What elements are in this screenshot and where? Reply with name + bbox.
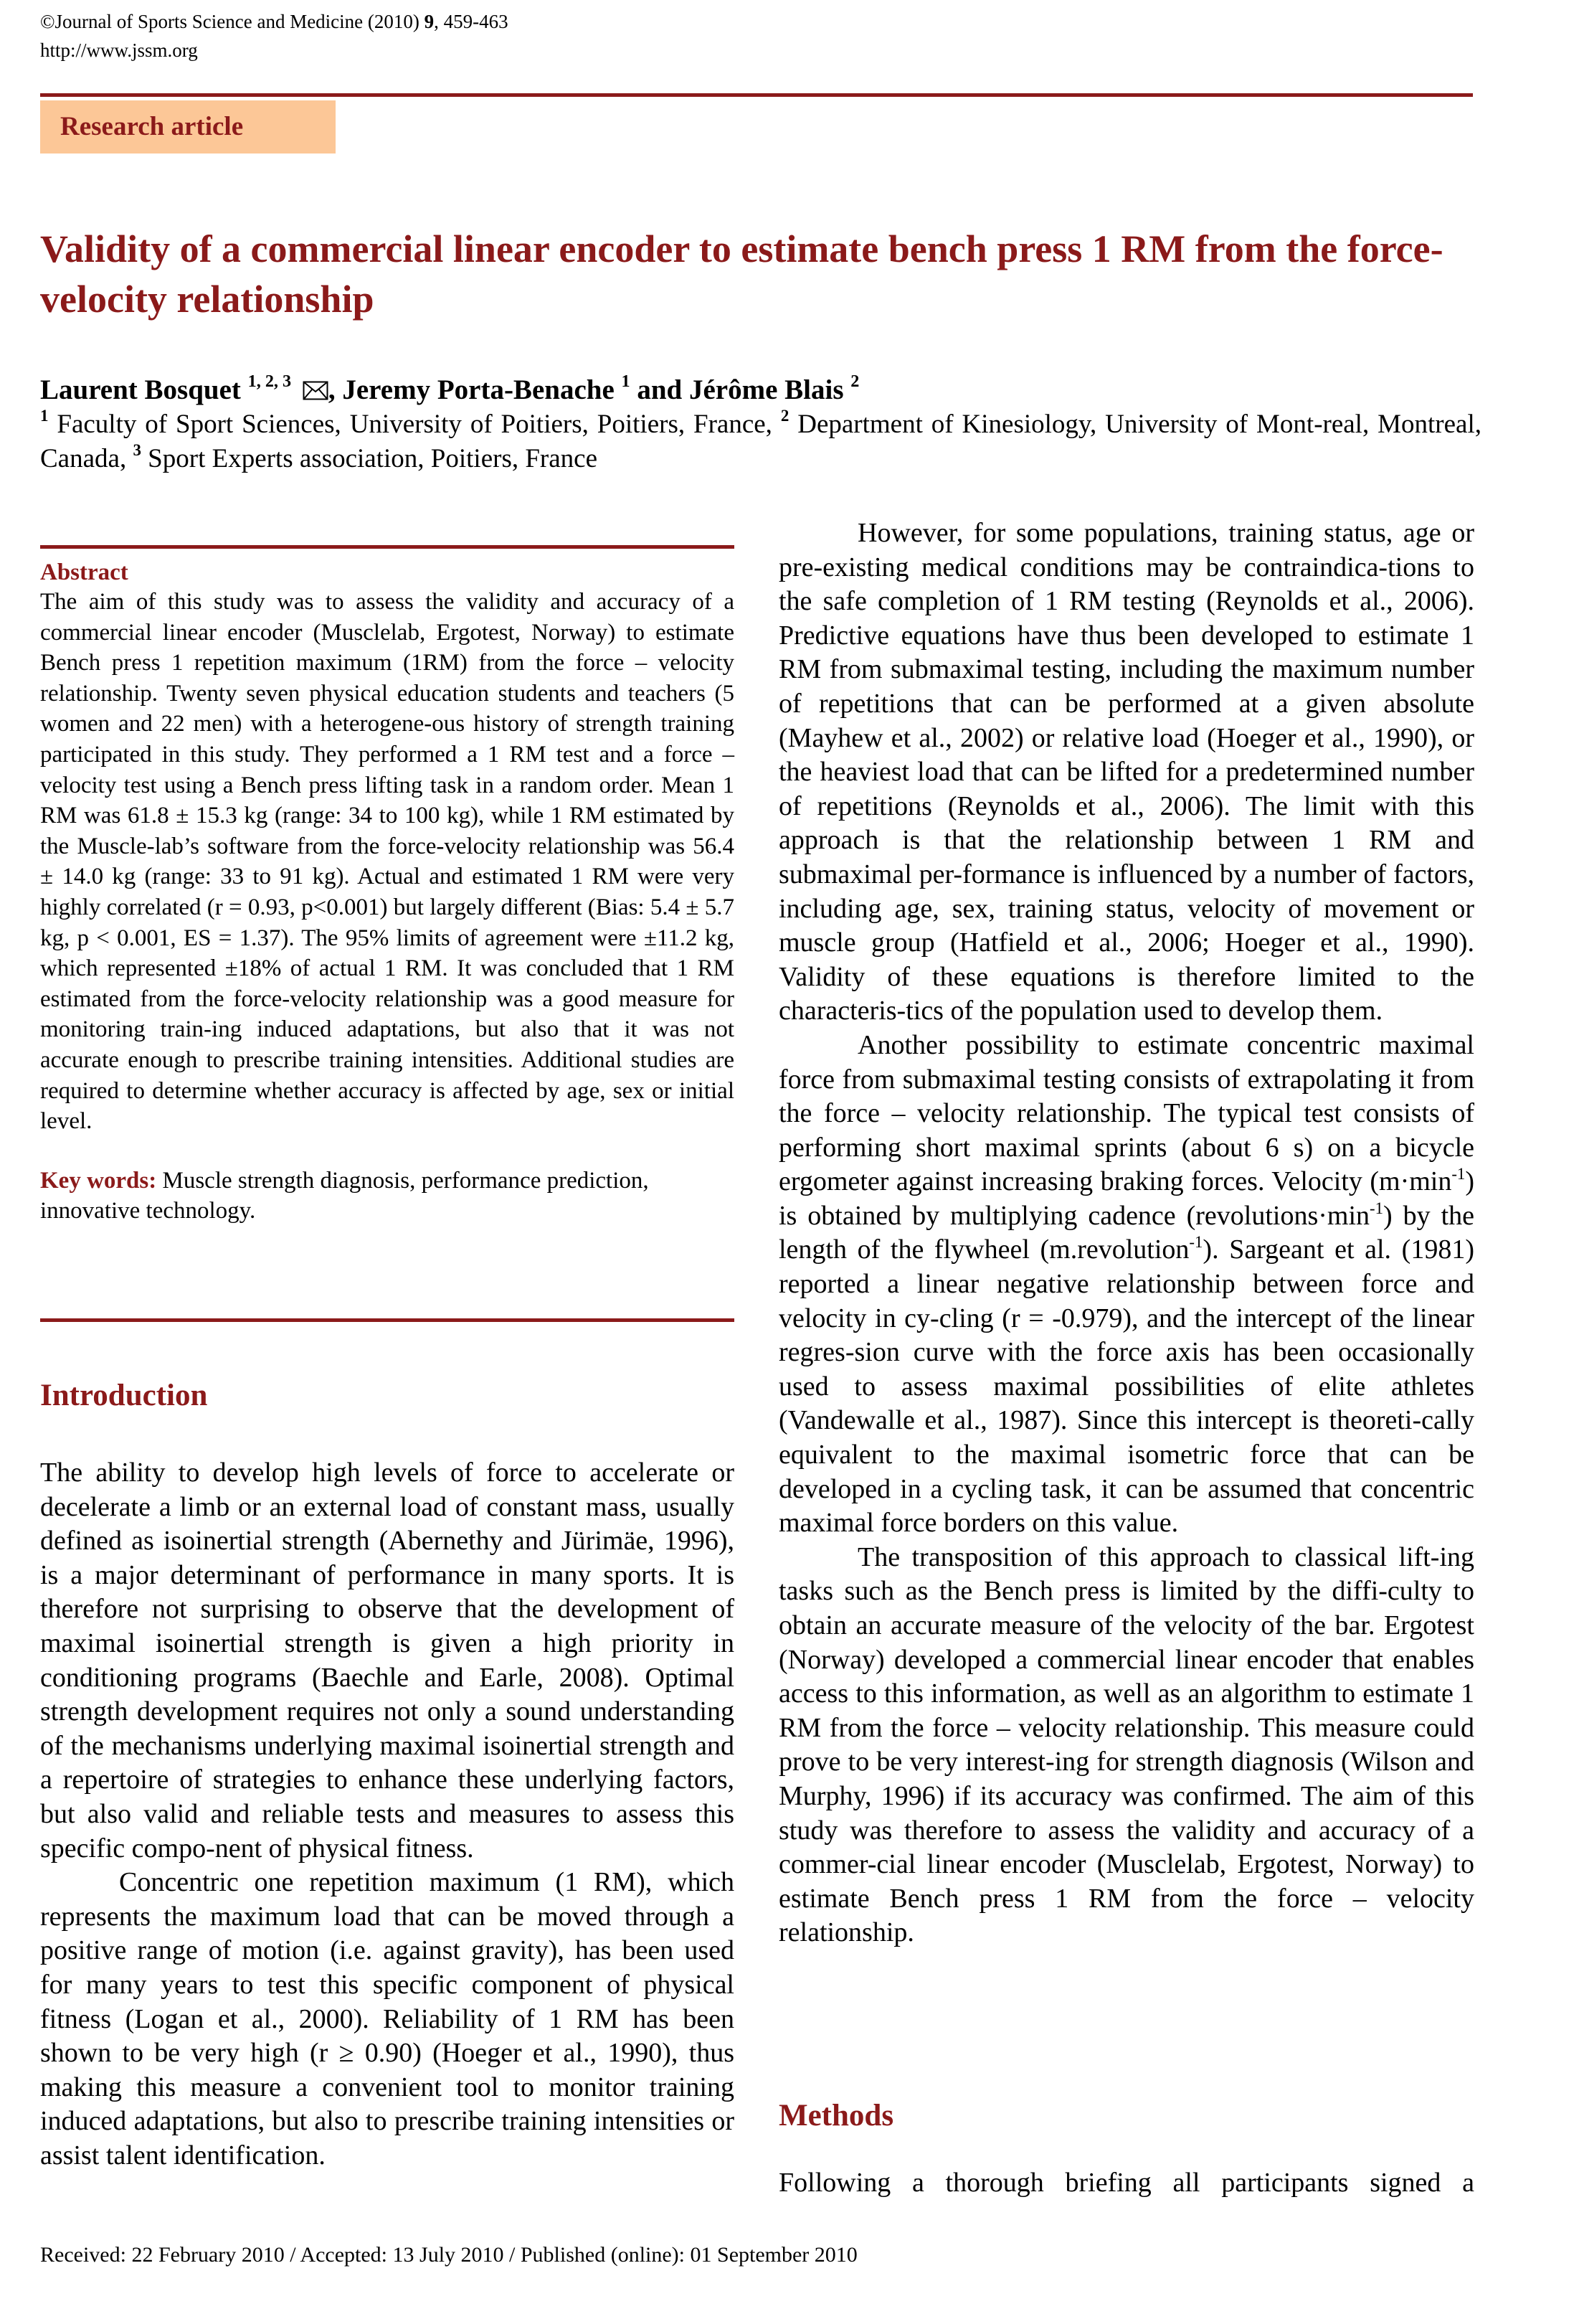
paragraph: Another possibility to estimate concentric maximal force from submaximal testing consists of extrapolating it from the force – velocity relationship. The typical test consists of performing short maximal sprints (about 6 s) on a bicycle ergometer against increasing braking forces. Velocity $(m\cdot\min^{-1})$ is obtained by multiplying cadence $(revolutions\cdot\min^{-1})$ by the length of the flywheel (m.revolution$^{-1}$). Sargeant et al. (1981) reported a linear negative relationship between force and velocity in cy-cling (r = -0.979), and the intercept of the linear regres-sion curve with the force axis has been occasionally used to assess maximal possibilities of elite athletes (Vandewalle et al., 1987). Since this intercept is theoreti-cally equivalent to the maximal isometric force that can be developed in a cycling task, it can be assumed that concentric maximal force borders on this value. <box>779 1029 1475 1539</box>
paragraph: Concentric one repetition maximum (1 RM), which represents the maximum load that can be moved through a positive range of motion (i.e. against gravity), has been used for many years to test this specific component of physical fitness (Logan et al., 2000). Reliability of 1 RM has been shown to be very high (r ≥ 0.90) (Hoeger et al., 1990), thus making this measure a convenient tool to monitor training induced adaptations, but also to prescribe training intensities or assist talent identification. <box>40 1867 734 2171</box>
journal-url[interactable]: http://www.jssm.org <box>40 39 198 61</box>
affiliations: $^1$ Faculty of Sport Sciences, University of Poitiers, Poitiers, France, $^2$ Department of Kinesiology, University of Mont-real, Montreal, Canada, $^3$ Sport Experts association, Poitiers, France <box>40 406 1481 473</box>
header-divider <box>40 93 1473 97</box>
author-list: Laurent Bosquet $^{1, 2, 3}$ , Jeremy Porta-Benache $^1$ and Jérôme Blais $^2$ <box>40 372 860 405</box>
publication-dates: Received: 22 February 2010 / Accepted: 13 July 2010 / Published (online): 01 September 2010 <box>40 2243 858 2267</box>
methods-text <box>779 2166 1474 2201</box>
article-title: Validity of a commercial linear encoder to estimate bench press 1 RM from the force-velocity relationship <box>40 227 1443 321</box>
abstract-section <box>40 558 734 1227</box>
introduction-left-text <box>40 1456 734 2173</box>
abstract-bottom-rule <box>40 1318 734 1322</box>
paragraph: The transposition of this approach to classical lift-ing tasks such as the Bench press is limited by the diffi-culty to obtain an accurate measure of the velocity of the bar. Ergotest (Norway) developed a commercial linear encoder that enables access to this information, as well as an algorithm to estimate 1 RM from the force – velocity relationship. This measure could prove to be very interest-ing for strength diagnosis (Wilson and Murphy, 1996) if its accuracy was confirmed. The aim of this study was therefore to assess the validity and accuracy of a commer-cial linear encoder (Musclelab, Ergotest, Norway) to estimate Bench press 1 RM from the force – velocity relationship. <box>779 1541 1474 1948</box>
paragraph: Following a thorough briefing all participants signed a <box>779 2168 1474 2198</box>
abstract-heading: Abstract <box>40 559 128 585</box>
journal-citation: ©Journal of Sports Science and Medicine (2010) 9, 459-463 <box>40 11 508 32</box>
paragraph: However, for some populations, training status, age or pre-existing medical conditions may be contraindica-tions to the safe completion of 1 RM testing (Reynolds et al., 2006). Predictive equations have thus been developed to estimate 1 RM from submaximal testing, including the maximum number of repetitions that can be performed at a given absolute (Mayhew et al., 2002) or relative load (Hoeger et al., 1990), or the heaviest load that can be lifted for a predetermined number of repetitions (Reynolds et al., 2006). The limit with this approach is that the relationship between 1 RM and submaximal per-formance is influenced by a number of factors, including age, sex, training status, velocity of movement or muscle group (Hatfield et al., 2006; Hoeger et al., 1990). Validity of these equations is therefore limited to the characteris-tics of the population used to develop them. <box>779 518 1474 1026</box>
introduction-right-text <box>779 516 1474 1950</box>
keywords: Key words: Muscle strength diagnosis, performance prediction, innovative technology. <box>40 1167 649 1224</box>
methods-heading: Methods <box>779 2099 894 2132</box>
abstract-body: The aim of this study was to assess the validity and accuracy of a commercial linear encoder (Musclelab, Ergotest, Norway) to estimate Bench press 1 repetition maximum (1RM) from the force – velocity relationship. Twenty seven physical education students and teachers (5 women and 22 men) with a heterogene-ous history of strength training participated in this study. They performed a 1 RM test and a force – velocity test using a Bench press lifting task in a random order. Mean 1 RM was 61.8 ± 15.3 kg (range: 34 to 100 kg), while 1 RM estimated by the Muscle-lab’s software from the force-velocity relationship was 56.4 ± 14.0 kg (range: 33 to 91 kg). Actual and estimated 1 RM were very highly correlated (r = 0.93, p<0.001) but largely different (Bias: 5.4 ± 5.7 kg, p < 0.001, ES = 1.37). The 95% limits of agreement were ±11.2 kg, which represented ±18% of actual 1 RM. It was concluded that 1 RM estimated from the force-velocity relationship was a good measure for monitoring train-ing induced adaptations, but also that it was not accurate enough to prescribe training intensities. Additional studies are required to determine whether accuracy is affected by age, sex or initial level. <box>40 589 734 1135</box>
envelope-icon[interactable] <box>303 381 328 400</box>
abstract-top-rule <box>40 545 734 549</box>
introduction-heading: Introduction <box>40 1379 208 1412</box>
paragraph: The ability to develop high levels of force to accelerate or decelerate a limb or an external load of constant mass, usually defined as isoinertial strength (Abernethy and Jürimäe, 1996), is a major determinant of performance in many sports. It is therefore not surprising to observe that the development of maximal isoinertial strength is given a high priority in conditioning programs (Baechle and Earle, 2008). Optimal strength development requires not only a sound understanding of the mechanisms underlying maximal isoinertial strength and a repertoire of strategies to enhance these underlying factors, but also valid and reliable tests and measures to assess this specific compo-nent of physical fitness. <box>40 1458 734 1864</box>
article-type-badge: Research article <box>40 100 336 153</box>
